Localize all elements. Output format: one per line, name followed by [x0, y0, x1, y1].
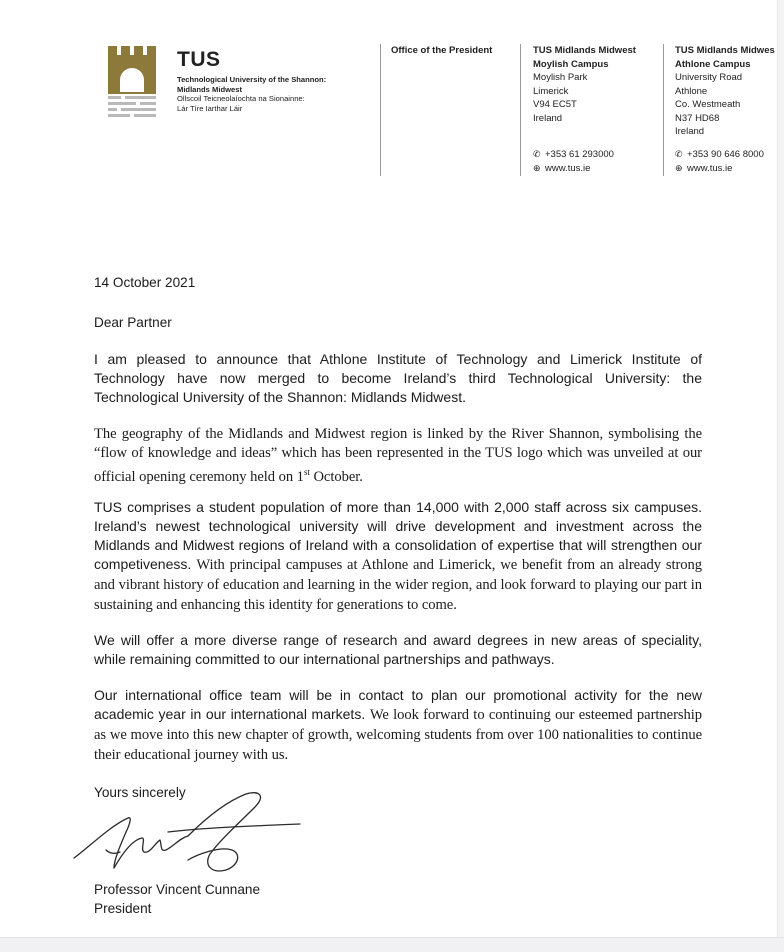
- header-divider: [380, 44, 381, 176]
- viewer-bottom-bar: [0, 937, 784, 952]
- paragraph-3-text: TUS comprises a student population of more than 14,000 with 2,000 staff across six campuses. Ireland’s newest technological university will drive development and investment across the Midlands and Midwest regions of Ireland with a consolidation of expertise that will strengthen our competiveness.: [94, 499, 702, 572]
- athlone-column: [675, 44, 780, 139]
- moylish-phone: +353 61 293000: [545, 149, 614, 160]
- closing: Yours sincerely: [94, 785, 186, 800]
- address-line: Athlone: [675, 85, 708, 97]
- signatory-title: President: [94, 901, 152, 916]
- moylish-column: [533, 44, 636, 125]
- globe-icon: ⊕: [675, 162, 683, 173]
- address-line: Moylish Park: [533, 72, 588, 83]
- page-top: [0, 0, 784, 18]
- paragraph-2: [94, 425, 702, 487]
- castle-tower-logo: [108, 46, 166, 122]
- paragraph-5: [94, 686, 702, 765]
- athlone-web[interactable]: www.tus.ie: [687, 162, 733, 174]
- paragraph-3-serif: With principal campuses at Athlone and Limerick, we benefit from an already strong and vibrant history of education and learning in the wider region, and look forward to playing our part in sustaining and enhancing this identity for generations to come.: [94, 557, 703, 613]
- athlone-campus: Athlone Campus: [675, 58, 751, 70]
- address-line: N37 HD68: [675, 112, 720, 124]
- signatory-name: Professor Vincent Cunnane: [94, 882, 260, 897]
- handwritten-signature: [70, 788, 310, 878]
- header-divider: [520, 44, 521, 176]
- signature-block: [94, 880, 702, 918]
- brand-subtitle-line-1: Technological University of the Shannon:: [177, 75, 327, 84]
- globe-icon: ⊕: [533, 162, 541, 173]
- address-line: V94 EC5T: [533, 99, 577, 110]
- paragraph-3: [94, 498, 702, 615]
- brand-subtitle: [177, 75, 326, 113]
- office-title: Office of the President: [391, 45, 493, 56]
- athlone-phone: +353 90 646 8000: [687, 149, 764, 160]
- moylish-contact: [533, 148, 614, 175]
- brand-title: TUS: [177, 48, 221, 71]
- athlone-name: TUS Midlands Midwes: [675, 45, 775, 56]
- paragraph-5-serif: We look forward to continuing our esteemed partnership as we move into this new chapter of growth, welcoming students from over 100 nationalities to continue their educational journey with us.: [94, 707, 703, 763]
- address-line: University Road: [675, 72, 743, 83]
- brand-block: [177, 49, 326, 113]
- paragraph-2-text: The geography of the Midlands and Midwest region is linked by the River Shannon, symbolising the “flow of knowledge and ideas” which has been represented in the TUS logo which was unveiled at our official opening ceremony held on 1: [94, 426, 702, 485]
- address-line: Ireland: [533, 112, 563, 124]
- athlone-contact: [675, 148, 764, 175]
- page-edge: [777, 0, 784, 951]
- letter-date: 14 October 2021: [94, 275, 196, 290]
- phone-icon: ✆: [533, 149, 541, 159]
- ordinal-suffix: st: [303, 467, 310, 477]
- paragraph-1: I am pleased to announce that Athlone Institute of Technology and Limerick Institute of Technology have now merged to become Ireland’s third Technological University: the Technological University of the Shannon: Midlands Midwest.: [94, 351, 702, 405]
- paragraph-4: We will offer a more diverse range of research and award degrees in new areas of speciality, while remaining committed to our international partnerships and pathways.: [94, 632, 702, 667]
- office-column: [391, 44, 492, 58]
- phone-icon: ✆: [675, 149, 683, 159]
- salutation: Dear Partner: [94, 315, 172, 330]
- brand-irish-line-1: Ollscoil Teicneolaíochta na Sionainne:: [177, 94, 305, 103]
- brand-subtitle-line-2: Midlands Midwest: [177, 84, 242, 94]
- moylish-name: TUS Midlands Midwest: [533, 45, 636, 56]
- paragraph-2-end: October.: [309, 468, 363, 485]
- moylish-campus: Moylish Campus: [533, 58, 609, 70]
- address-line: Ireland: [675, 126, 705, 137]
- brand-irish-line-2: Lár Tíre Iarthar Láir: [177, 103, 243, 113]
- header-divider: [663, 44, 664, 176]
- moylish-web[interactable]: www.tus.ie: [545, 162, 591, 174]
- address-line: Limerick: [533, 85, 569, 97]
- address-line: Co. Westmeath: [675, 99, 741, 110]
- paragraph-5-text: Our international office team will be in contact to plan our promotional activity for the new academic year in our international markets.: [94, 687, 702, 722]
